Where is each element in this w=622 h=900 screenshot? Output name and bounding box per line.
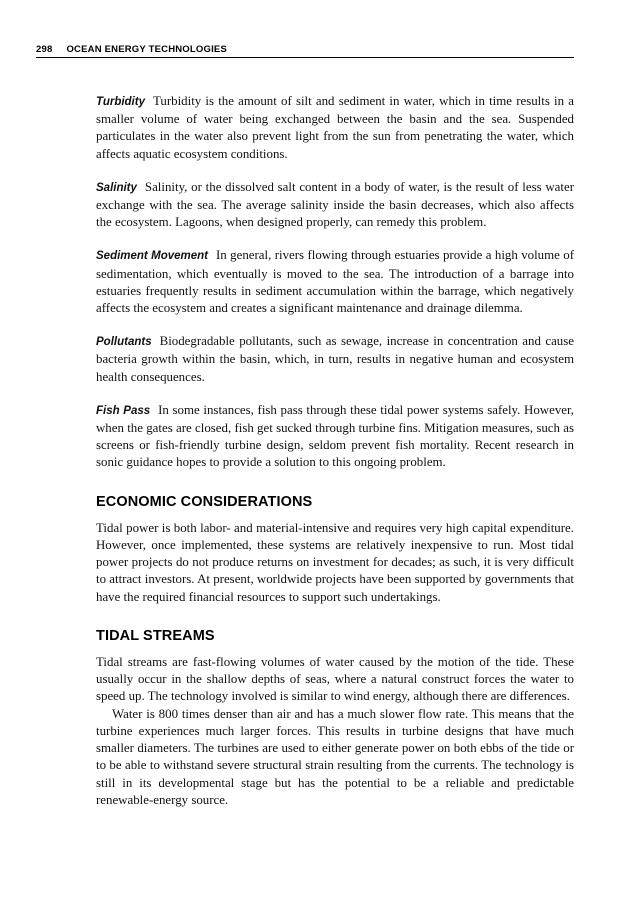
paragraph-text: In some instances, fish pass through these tidal power systems safely. However, when the gates are closed, fish get sucked through turbine fins. Mitigation measures, such as screens or fish-friendly turbine design, seldom prevent fish mortality. Recent research in sonic guidance hopes to provide a solution to this ongoing problem. [96, 402, 574, 470]
running-head-title: OCEAN ENERGY TECHNOLOGIES [66, 44, 227, 55]
paragraph-salinity [96, 179, 574, 232]
body-text [96, 93, 574, 809]
run-in-heading-turbidity: Turbidity [96, 96, 145, 108]
page-number: 298 [36, 44, 53, 55]
run-in-heading-sediment-movement: Sediment Movement [96, 250, 209, 263]
run-in-heading-salinity: Salinity [96, 181, 137, 194]
paragraph-economic: Tidal power is both labor- and material-intensive and requires very high capital expenditure. However, once implemented, these systems are relatively inexpensive to run. Most tidal power projects do not produce returns on investment for decades; as such, it is very difficult to attract investors. At present, worldwide projects have been supported by governments that have the required financial resources to support such undertakings. [96, 520, 574, 604]
section-heading-tidal-streams: TIDAL STREAMS [96, 627, 215, 644]
paragraph-text: In general, rivers flowing through estuaries provide a high volume of sedimentation, which eventually is moved to the sea. The introduction of a barrage into estuaries frequently results in sediment accumulation within the barrage, which negatively affects the ecosystem and creates a significant maintenance and drainage dilemma. [96, 248, 575, 316]
run-in-heading-fish-pass: Fish Pass [96, 404, 151, 417]
section-heading-economic: ECONOMIC CONSIDERATIONS [96, 493, 313, 510]
run-in-heading-pollutants: Pollutants [96, 336, 152, 349]
paragraph-tidal-streams-2: Water is 800 times denser than air and has a much slower flow rate. This means that the turbine experiences much larger forces. This results in turbine designs that have much smaller diameters. The turbines are used to either generate power on both ebbs of the tide or to be able to withstand severe structural strain resulting from the currents. The technology is still in its developmental stage but has the potential to be a reliable and predictable renewable-energy source. [96, 706, 574, 807]
running-head [36, 44, 574, 58]
paragraph-text: Turbidity is the amount of silt and sediment in water, which in time results in a smaller volume of water being exchanged between the basin and the sea. Suspended particulates in the water also prevent light from the sun from penetrating the water, which affects aquatic ecosystem conditions. [96, 94, 574, 161]
paragraph-text: Biodegradable pollutants, such as sewage, increase in concentration and cause bacteria growth within the basin, which, in turn, results in negative human and ecosystem health consequences. [96, 334, 574, 384]
paragraph-fish-pass [96, 402, 574, 472]
paragraph-sediment-movement [96, 247, 574, 317]
paragraph-text: Salinity, or the dissolved salt content in a body of water, is the result of less water exchange with the sea. The average salinity inside the basin decreases, which also affects the ecosystem. Lagoons, when designed properly, can remedy this problem. [96, 179, 574, 230]
paragraph-turbidity [96, 93, 574, 163]
paragraph-tidal-streams-1: Tidal streams are fast-flowing volumes of water caused by the motion of the tide. These usually occur in the shallow depths of seas, where a natural construct forces the water to speed up. The technology involved is similar to wind energy, although there are differences. [96, 655, 574, 704]
paragraph-pollutants [96, 333, 574, 386]
